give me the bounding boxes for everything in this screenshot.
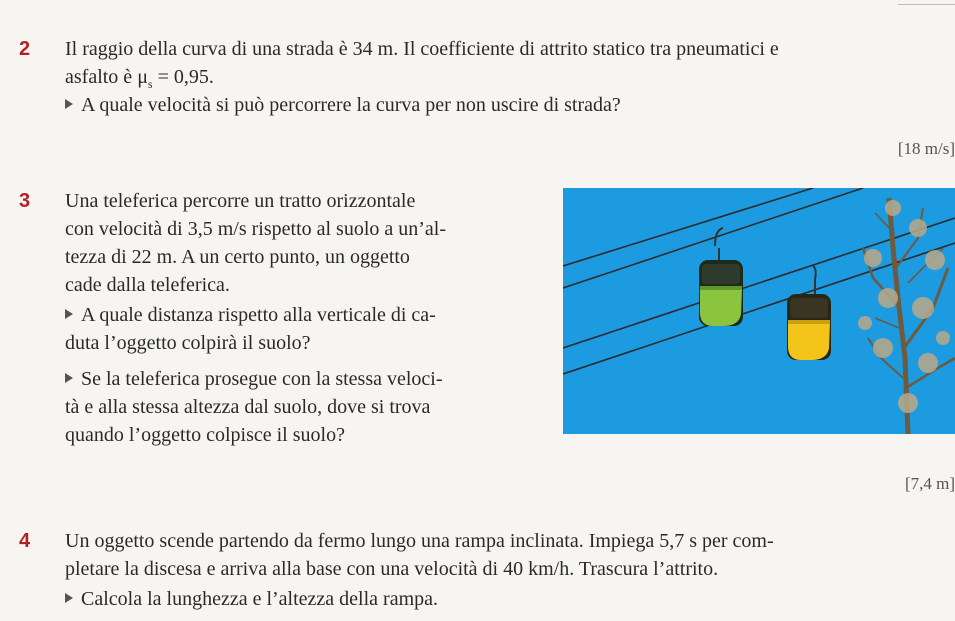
problem-4-question: Calcola la lunghezza e l’altezza della rampa. <box>65 585 438 614</box>
problem-2-text-line1: Il raggio della curva di una strada è 34 m. Il coefficiente di attrito statico tra pneumatici e <box>65 38 779 60</box>
problem-4-text-line2: pletare la discesa e arriva alla base con una velocità di 40 km/h. Trascura l’attrito. <box>65 558 719 580</box>
problem-3-text-line3: tezza di 22 m. A un certo punto, un oggetto <box>65 246 410 268</box>
problem-2-answer: [18 m/s] <box>897 139 955 158</box>
bullet-arrow-icon <box>65 373 73 383</box>
bullet-arrow-icon <box>65 309 73 319</box>
problem-3-question-1-line2: duta l’oggetto colpirà il suolo? <box>65 332 311 354</box>
problem-2-question: A quale velocità si può percorrere la curva per non uscire di strada? <box>65 91 621 120</box>
problem-3-text-line1: Una teleferica percorre un tratto orizzontale <box>65 190 416 212</box>
problem-3-text-line2: con velocità di 3,5 m/s rispetto al suolo a un’al- <box>65 218 447 240</box>
problem-2-text-line2: asfalto è $\mu_s = 0,95$. <box>65 66 214 91</box>
page-top-rule <box>898 4 955 5</box>
problem-number-3: 3 <box>19 190 31 212</box>
bullet-arrow-icon <box>65 99 73 109</box>
problem-4-text-line1: Un oggetto scende partendo da fermo lungo una rampa inclinata. Impiega 5,7 s per com- <box>65 530 774 552</box>
problem-3-text-line4: cade dalla teleferica. <box>65 274 230 296</box>
problem-3-question-1-line1: A quale distanza rispetto alla verticale di ca- <box>65 301 436 330</box>
sky-background <box>563 188 955 434</box>
problem-3-question-2-line1: Se la teleferica prosegue con la stessa veloci- <box>65 365 443 394</box>
problem-3-question-2-line3: quando l’oggetto colpisce il suolo? <box>65 424 345 446</box>
problem-3-question-2-line2: tà e alla stessa altezza dal suolo, dove si trova <box>65 396 431 418</box>
cable-car-photo <box>563 188 955 434</box>
problem-3-answer: [7,4 m] <box>904 474 955 493</box>
bullet-arrow-icon <box>65 593 73 603</box>
problem-number-4: 4 <box>19 530 31 552</box>
problem-number-2: 2 <box>19 38 31 60</box>
